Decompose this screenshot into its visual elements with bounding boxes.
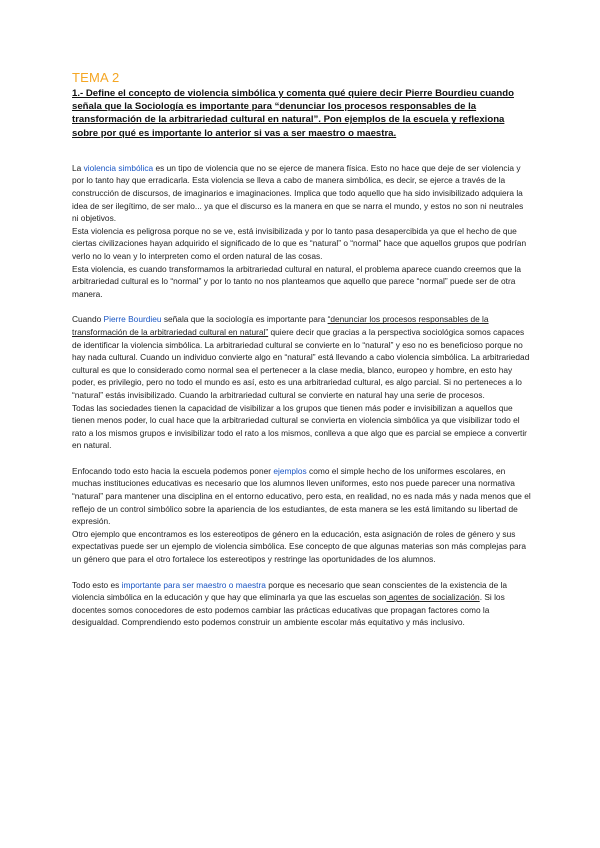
document-page — [72, 70, 532, 629]
paragraph-transformation: Esta violencia, es cuando transformamos la arbitrariedad cultural en natural, el problema aparece cuando creemos que la arbitrariedad cultural es lo “normal” y por lo tanto no nos planteamos que aquello que parece “normal” puede ser de otra manera. — [72, 263, 521, 299]
section-title: TEMA 2 — [72, 70, 120, 85]
underlined-agentes-socializacion: agentes de socialización — [386, 592, 480, 603]
highlight-importante-maestro: importante para ser maestro o maestra — [121, 579, 266, 590]
underlined-quote: “denunciar los procesos responsables de la transformación de la arbitrariedad cultural en natural” — [72, 314, 489, 337]
question-heading: 1.- Define el concepto de violencia simbólica y comenta qué quiere decir Pierre Bourdieu cuando señala que la Sociología es importante para “denunciar los procesos responsables de la transformación de la arbitrariedad cultural en natural”. Pon ejemplos de la escuela y reflexiona sobre por qué es importante lo anterior si vas a ser maestro o maestra. — [72, 88, 514, 139]
highlight-pierre-bourdieu: Pierre Bourdieu — [103, 314, 162, 325]
paragraph-gender-stereotypes: Otro ejemplo que encontramos es los estereotipos de género en la educación, esta asignación de roles de género y sus expectativas puede ser un ejemplo de violencia simbólica. Ese concepto de que algunas materias son más complejas para un género que para el otro fortalece los estereotipos y restringe las oportunidades de los alumnos. — [72, 528, 527, 565]
paragraph-societies: Todas las sociedades tienen la capacidad de visibilizar a los grupos que tienen más poder e invisibilizan a aquellos que tienen menos poder, lo cual hace que la arbitrariedad cultural se convierta en violencia simbólica ya que visibilizar todo el rato a los mismos grupos e invisibilizar todo el rato a los mismos, conlleva a que algo que es parcial se empiece a convertir en natural. — [72, 402, 527, 451]
paragraph-definition: La violencia simbólica es un tipo de violencia que no se ejerce de manera física. Esto no hace que deje de ser violencia y por lo tanto hay que erradicarla. Esta violencia se lleva a cabo de manera simbólica, es decir, se ejerce a través de la construcción de discursos, de imaginarios e imaginaciones. Implica que todo aquello que ha sido invisibilizado adquiera la idea de ser ilegítimo, de ser malo... ya que el discurso es la manera en que se narra el mundo, y estos no son ni neutrales ni objetivos. — [72, 162, 524, 224]
paragraph-examples: Enfocando todo esto hacia la escuela podemos poner ejemplos como el simple hecho de los uniformes escolares, en muchas instituciones educativas es necesario que los alumnos lleven uniformes, esto nos puede parecer una normativa “natural” para mantener una disciplina en el entorno educativo, pero esta, en realidad, no es nada más y nada menos que el reflejo de un control simbólico sobre la apariencia de los estudiantes, de esta manera se les está limitando su libertad de expresión. — [72, 465, 531, 527]
highlight-violencia-simbolica: violencia simbólica — [83, 162, 154, 173]
paragraph-danger: Esta violencia es peligrosa porque no se ve, está invisibilizada y por lo tanto pasa desapercibida ya que el hecho de que ciertas civilizaciones hayan adquirido el significado de lo que es “natural” o “normal” hace que aquellos grupos que podrían verlo no lo vean y lo interpreten como el orden natural de las cosas. — [72, 225, 527, 261]
highlight-ejemplos: ejemplos — [273, 465, 307, 476]
paragraph-bourdieu: Cuando Pierre Bourdieu señala que la sociología es importante para “denunciar los procesos responsables de la transformación de la arbitrariedad cultural en natural” quiere decir que gracias a la perspectiva sociológica somos capaces de identificar la violencia simbólica. La arbitrariedad cultural se convierte en lo “natural” y eso no es beneficioso porque no hay nada cultural. Cuando un individuo convierte algo en “natural” está llevando a cabo violencia simbólica. La arbitrariedad cultural es que lo considerado como normal sea el pertenecer a la clase media, blanco, europeo y hombre, en esto hay poder, es privilegio, pero no todo el mundo es así, esto es una arbitrariedad cultural, es algo parcial. Si no perteneces a lo “natural” estás invisibilizado. Cuando la arbitrariedad cultural se convierte en natural hay una serie de procesos. — [72, 314, 530, 400]
paragraph-teacher: Todo esto es importante para ser maestro o maestra porque es necesario que sean conscientes de la existencia de la violencia simbólica en la educación y que hay que eliminarla ya que las escuelas son agentes de socialización. Si los docentes somos conocedores de esto podemos cambiar las prácticas educativas que propagan factores como la desigualdad. Comprendiendo esto podemos construir un ambiente escolar más equitativo y más inclusivo. — [72, 579, 508, 628]
